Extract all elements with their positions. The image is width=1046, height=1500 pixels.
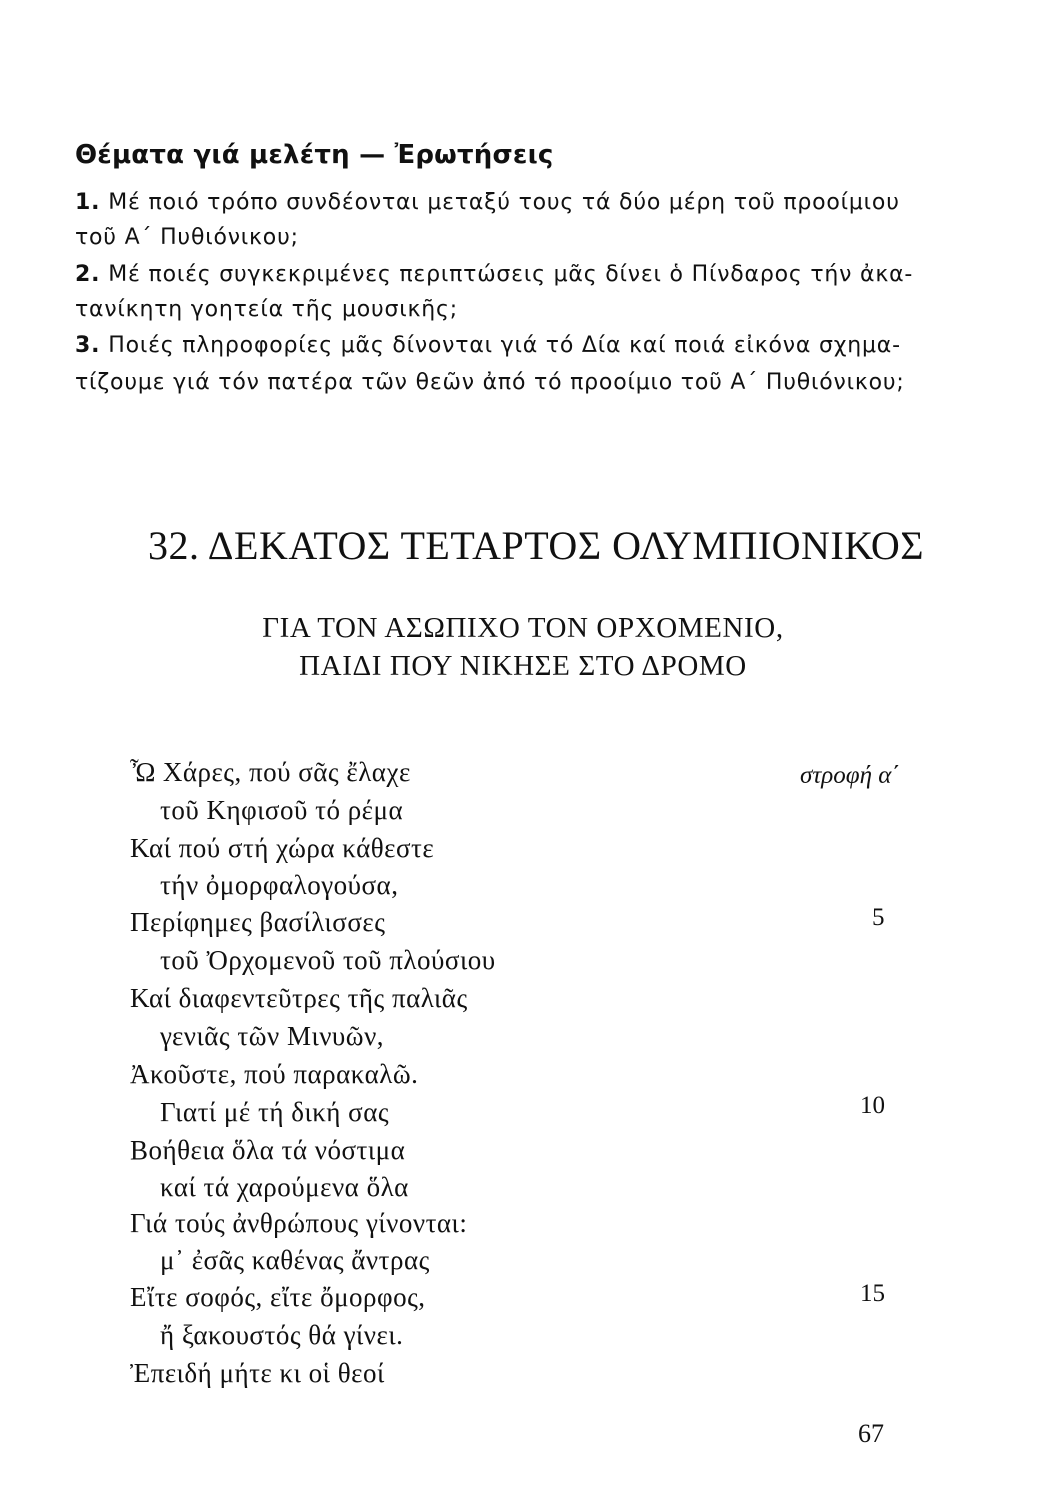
poem-line-10: Γιατί μέ τή δική σας: [160, 1097, 390, 1127]
line-number-5: 5: [872, 904, 885, 931]
poem-line-5: Περίφημες βασίλισσες: [130, 907, 386, 937]
poem-line-15: Εἴτε σοφός, εἴτε ὄμορφος,: [130, 1282, 426, 1312]
questions-heading: Θέματα γιά μελέτη — Ἐρωτήσεις: [75, 140, 554, 170]
poem-line-2: τοῦ Κηφισοῦ τό ρέμα: [160, 795, 404, 825]
line-number-15: 15: [860, 1280, 885, 1307]
question-2-line-1: 2. Μέ ποιές συγκεκριμένες περιπτώσεις μᾶς δίνει ὁ Πίνδαρος τήν ἀκα-: [75, 262, 914, 287]
poem-line-13: Γιά τούς ἀνθρώπους γίνονται:: [130, 1208, 468, 1238]
question-3-line-2: τίζουμε γιά τόν πατέρα τῶν θεῶν ἀπό τό προοίμιο τοῦ Α΄ Πυθιόνικου;: [75, 370, 905, 395]
poem-line-16: ἤ ξακουστός θά γίνει.: [160, 1320, 404, 1350]
poem-line-17: Ἐπειδή μήτε κι οἱ θεοί: [130, 1358, 385, 1388]
poem-line-6: τοῦ Ὀρχομενοῦ τοῦ πλούσιου: [160, 945, 496, 975]
poem-line-8: γενιᾶς τῶν Μινυῶν,: [160, 1021, 385, 1051]
poem-line-1: Ὦ Χάρες, πού σᾶς ἔλαχε: [130, 757, 411, 787]
poem-line-7: Καί διαφεντεῦτρες τῆς παλιᾶς: [130, 983, 468, 1013]
strophe-label: στροφή α΄: [800, 762, 900, 789]
poem-line-4: τήν ὀμορφαλογούσα,: [160, 870, 399, 900]
poem-line-11: Βοήθεια ὅλα τά νόστιμα: [130, 1135, 406, 1165]
poem-line-12: καί τά χαρούμενα ὅλα: [160, 1172, 409, 1202]
line-number-10: 10: [860, 1092, 885, 1119]
question-2-line-2: τανίκητη γοητεία τῆς μουσικῆς;: [75, 297, 458, 322]
chapter-title: 32. ΔΕΚΑΤΟΣ ΤΕΤΑΡΤΟΣ ΟΛΥΜΠΙΟΝΙΚΟΣ: [148, 523, 925, 568]
poem-line-14: μ᾽ ἐσᾶς καθένας ἄντρας: [160, 1245, 430, 1275]
chapter-subtitle-line-1: ΓΙΑ ΤΟΝ ΑΣΩΠΙΧΟ ΤΟΝ ΟΡΧΟΜΕΝΙΟ,: [262, 612, 784, 644]
poem-line-9: Ἀκοῦστε, πού παρακαλῶ.: [130, 1059, 419, 1089]
question-1-line-2: τοῦ Α΄ Πυθιόνικου;: [75, 225, 299, 250]
chapter-subtitle-line-2: ΠΑΙΔΙ ΠΟΥ ΝΙΚΗΣΕ ΣΤΟ ΔΡΟΜΟ: [299, 650, 747, 682]
poem-line-3: Καί πού στή χώρα κάθεστε: [130, 833, 435, 863]
question-1-line-1: 1. Μέ ποιό τρόπο συνδέονται μεταξύ τους τά δύο μέρη τοῦ προοίμιου: [75, 190, 900, 215]
page-number: 67: [858, 1419, 884, 1448]
question-3-line-1: 3. Ποιές πληροφορίες μᾶς δίνονται γιά τό Δία καί ποιά εἰκόνα σχημα-: [75, 333, 901, 358]
